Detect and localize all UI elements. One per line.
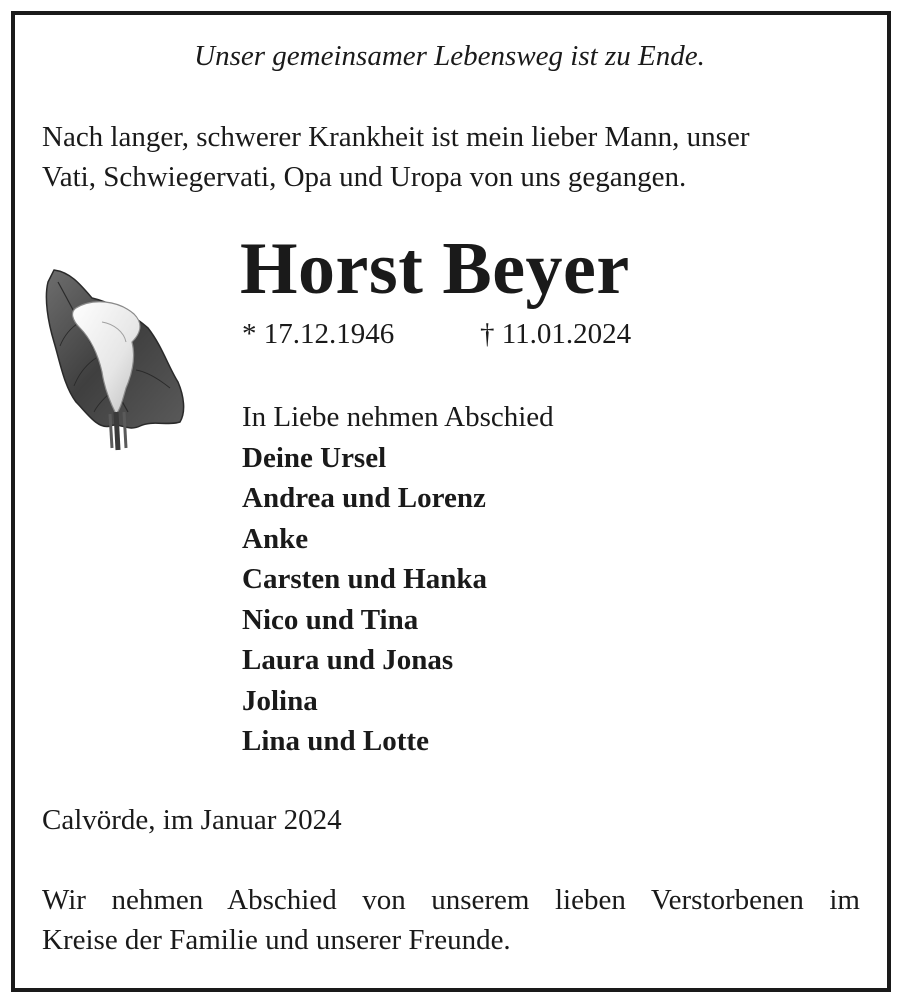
motto-heading: Unser gemeinsamer Lebensweg ist zu Ende. (194, 40, 705, 72)
death-date: † 11.01.2024 (480, 318, 632, 350)
mourner-name: Deine Ursel (242, 441, 387, 474)
mourner-name: Laura und Jonas (242, 644, 454, 676)
closing-text (42, 880, 860, 960)
birth-date: * 17.12.1946 (242, 318, 395, 350)
closing-line-1: Wir nehmen Abschied von unserem lieben Verstorbenen im (42, 884, 860, 916)
mourners-lead: In Liebe nehmen Abschied (242, 401, 554, 433)
mourner-name: Lina und Lotte (242, 725, 429, 757)
life-dates (242, 316, 632, 352)
closing-line-2: Kreise der Familie und unserer Freunde. (42, 924, 511, 956)
place-and-date: Calvörde, im Januar 2024 (42, 804, 342, 836)
intro-text (42, 117, 872, 197)
mourner-name: Andrea und Lorenz (242, 482, 486, 514)
intro-line-1: Nach langer, schwerer Krankheit ist mein lieber Mann, unser (42, 121, 750, 153)
deceased-name: Horst Beyer (240, 228, 630, 310)
mourner-name: Nico und Tina (242, 603, 419, 636)
mourner-name: Carsten und Hanka (242, 563, 487, 595)
intro-line-2: Vati, Schwiegervati, Opa und Uropa von uns gegangen. (42, 161, 687, 193)
mourner-name: Jolina (242, 684, 318, 717)
calla-lily-icon (40, 262, 188, 457)
mourners-list (242, 397, 554, 762)
mourner-name: Anke (242, 522, 309, 555)
